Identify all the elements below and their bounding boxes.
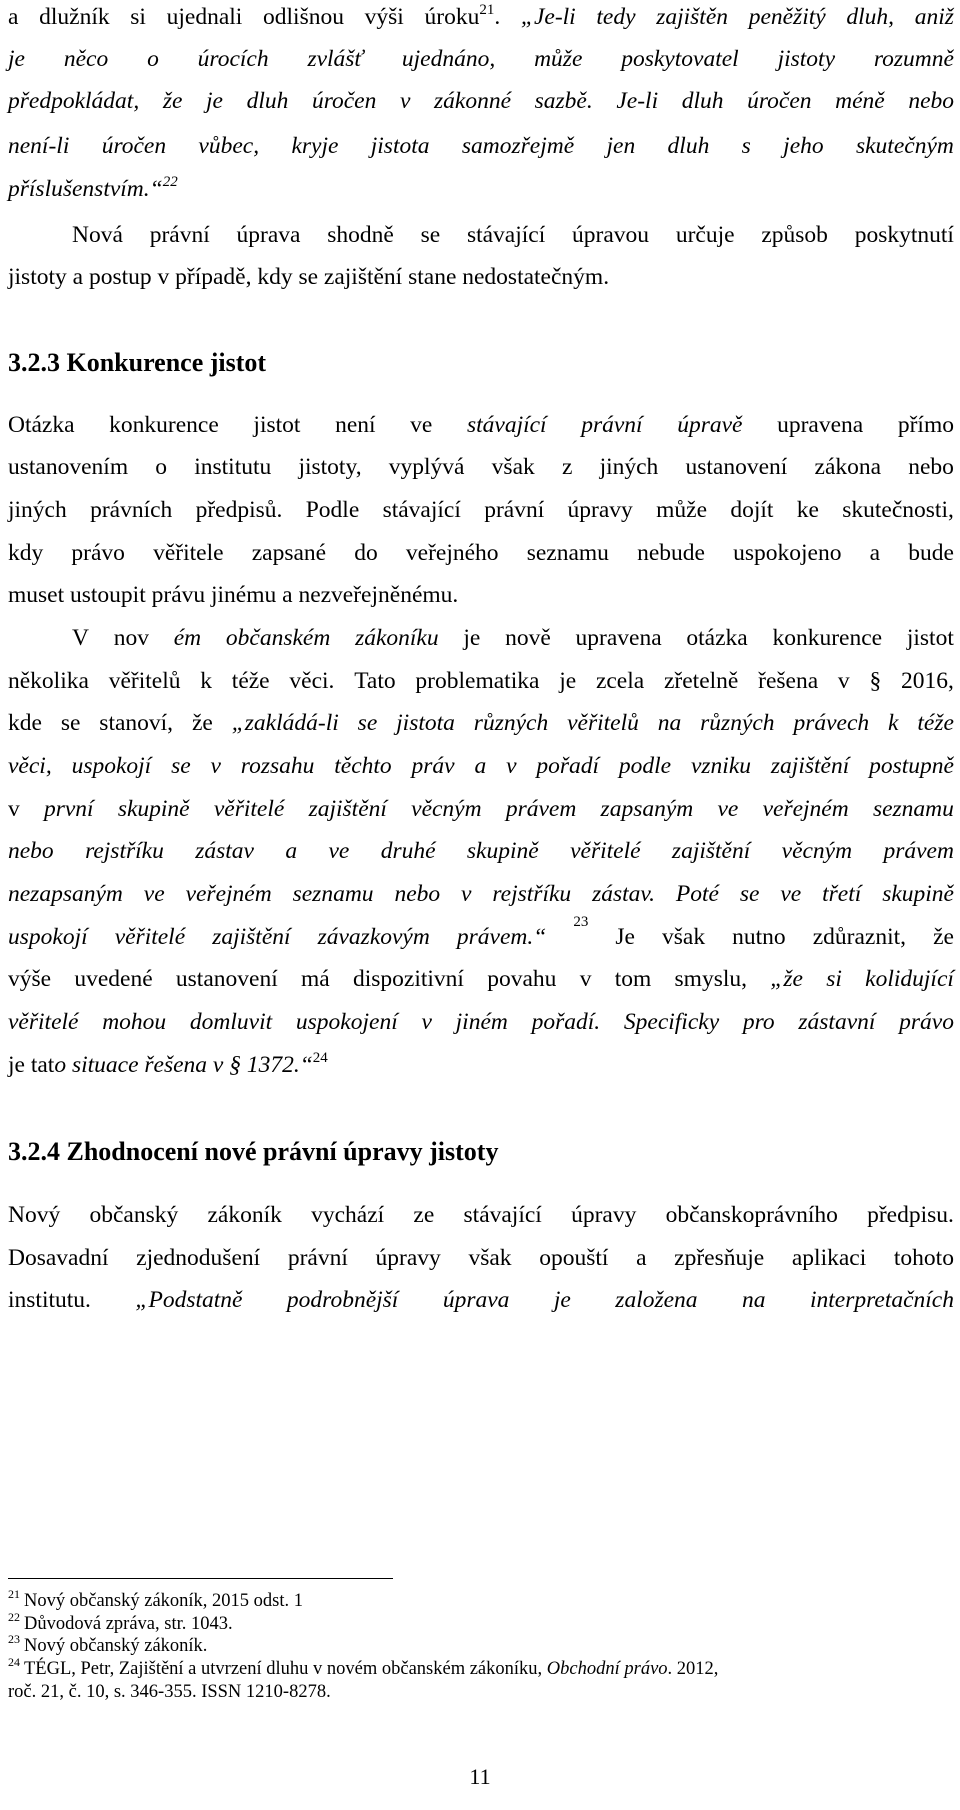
text-line: muset ustoupit právu jinému a nezveřejněnému.: [8, 582, 459, 608]
footnote-ref: 23: [573, 914, 589, 930]
section-heading: 3.2.4 Zhodnocení nové právní úpravy jistoty: [8, 1137, 499, 1166]
text-line: věci, uspokojí se v rozsahu těchto práv a v pořadí podle vzniku zajištění postupně: [8, 753, 954, 779]
text-line: nebo rejstříku zástav a ve druhé skupině věřitelé zajištění věcným právem: [8, 838, 954, 864]
text-line: jistoty a postup v případě, kdy se zajištění stane nedostatečným.: [8, 264, 610, 290]
text-line: uspokojí věřitelé zajištění závazkovým právem.“ 23 Je však nutno zdůraznit, že: [8, 914, 954, 950]
text-line: Nová právní úprava shodně se stávající úpravou určuje způsob poskytnutí: [72, 222, 954, 248]
footnote-ref: 24: [312, 1050, 328, 1066]
footnote-separator: [8, 1578, 393, 1579]
text-line: institutu. „Podstatně podrobnější úprava je založena na interpretačních: [8, 1287, 954, 1313]
footnote: $^{24}$ TÉGL, Petr, Zajištění a utvrzení dluhu v novém občanském zákoníku, Obchodní právo. 2012,: [8, 1655, 719, 1679]
text-line: je něco o úrocích zvlášť ujednáno, může poskytovatel jistoty rozumně: [8, 46, 954, 72]
text-line: několika věřitelů k téže věci. Tato problematika je zcela zřetelně řešena v § 2016,: [8, 668, 954, 694]
page-number: 11: [469, 1764, 491, 1789]
text-line: ustanovením o institutu jistoty, vyplývá však z jiných ustanovení zákona nebo: [8, 454, 954, 480]
text-line: Dosavadní zjednodušení právní úpravy však opouští a zpřesňuje aplikaci tohoto: [8, 1245, 954, 1271]
text-line: je tato situace řešena v § 1372.“$^{24}$: [8, 1050, 328, 1078]
footnote-ref: 22: [162, 174, 178, 190]
text-line: předpokládat, že je dluh úročen v zákonné sazbě. Je-li dluh úročen méně nebo: [8, 88, 954, 114]
text-line: výše uvedené ustanovení má dispozitivní povahu v tom smyslu, „že si kolidující: [8, 966, 954, 992]
section-heading: 3.2.3 Konkurence jistot: [8, 348, 267, 377]
text-line: příslušenstvím.“$^{22}$: [8, 174, 178, 202]
text-line: Nový občanský zákoník vychází ze stávající úpravy občanskoprávního předpisu.: [8, 1202, 954, 1228]
text-line: kdy právo věřitele zapsané do veřejného seznamu nebude uspokojeno a bude: [8, 540, 954, 566]
footnote-ref: 21: [479, 2, 495, 18]
text-line: Otázka konkurence jistot není ve stávající právní úpravě upravena přímo: [8, 412, 954, 438]
text-line: není-li úročen vůbec, kryje jistota samozřejmě jen dluh s jeho skutečným: [8, 133, 954, 159]
text-line: v první skupině věřitelé zajištění věcným právem zapsaným ve veřejném seznamu: [8, 796, 954, 822]
text-line: a dlužník si ujednali odlišnou výši úroku$^{21}$. „Je-li tedy zajištěn peněžitý dluh, aniž: [8, 2, 954, 30]
text-line: jiných právních předpisů. Podle stávající právní úpravy může dojít ke skutečnosti,: [8, 497, 954, 523]
footnote: $^{22}$ Důvodová zpráva, str. 1043.: [8, 1610, 233, 1634]
text-line: nezapsaným ve veřejném seznamu nebo v rejstříku zástav. Poté se ve třetí skupině: [8, 881, 954, 907]
footnote: $^{21}$ Nový občanský zákoník, 2015 odst. 1: [8, 1587, 304, 1611]
footnote: $^{23}$ Nový občanský zákoník.: [8, 1632, 208, 1656]
footnote: roč. 21, č. 10, s. 346-355. ISSN 1210-8278.: [8, 1682, 331, 1702]
text-line: kde se stanoví, že „zakládá-li se jistota různých věřitelů na různých právech k téže: [8, 710, 954, 736]
text-line: V nov ém občanském zákoníku je nově upravena otázka konkurence jistot: [72, 625, 954, 651]
text-line: věřitelé mohou domluvit uspokojení v jiném pořadí. Specificky pro zástavní právo: [8, 1009, 954, 1035]
